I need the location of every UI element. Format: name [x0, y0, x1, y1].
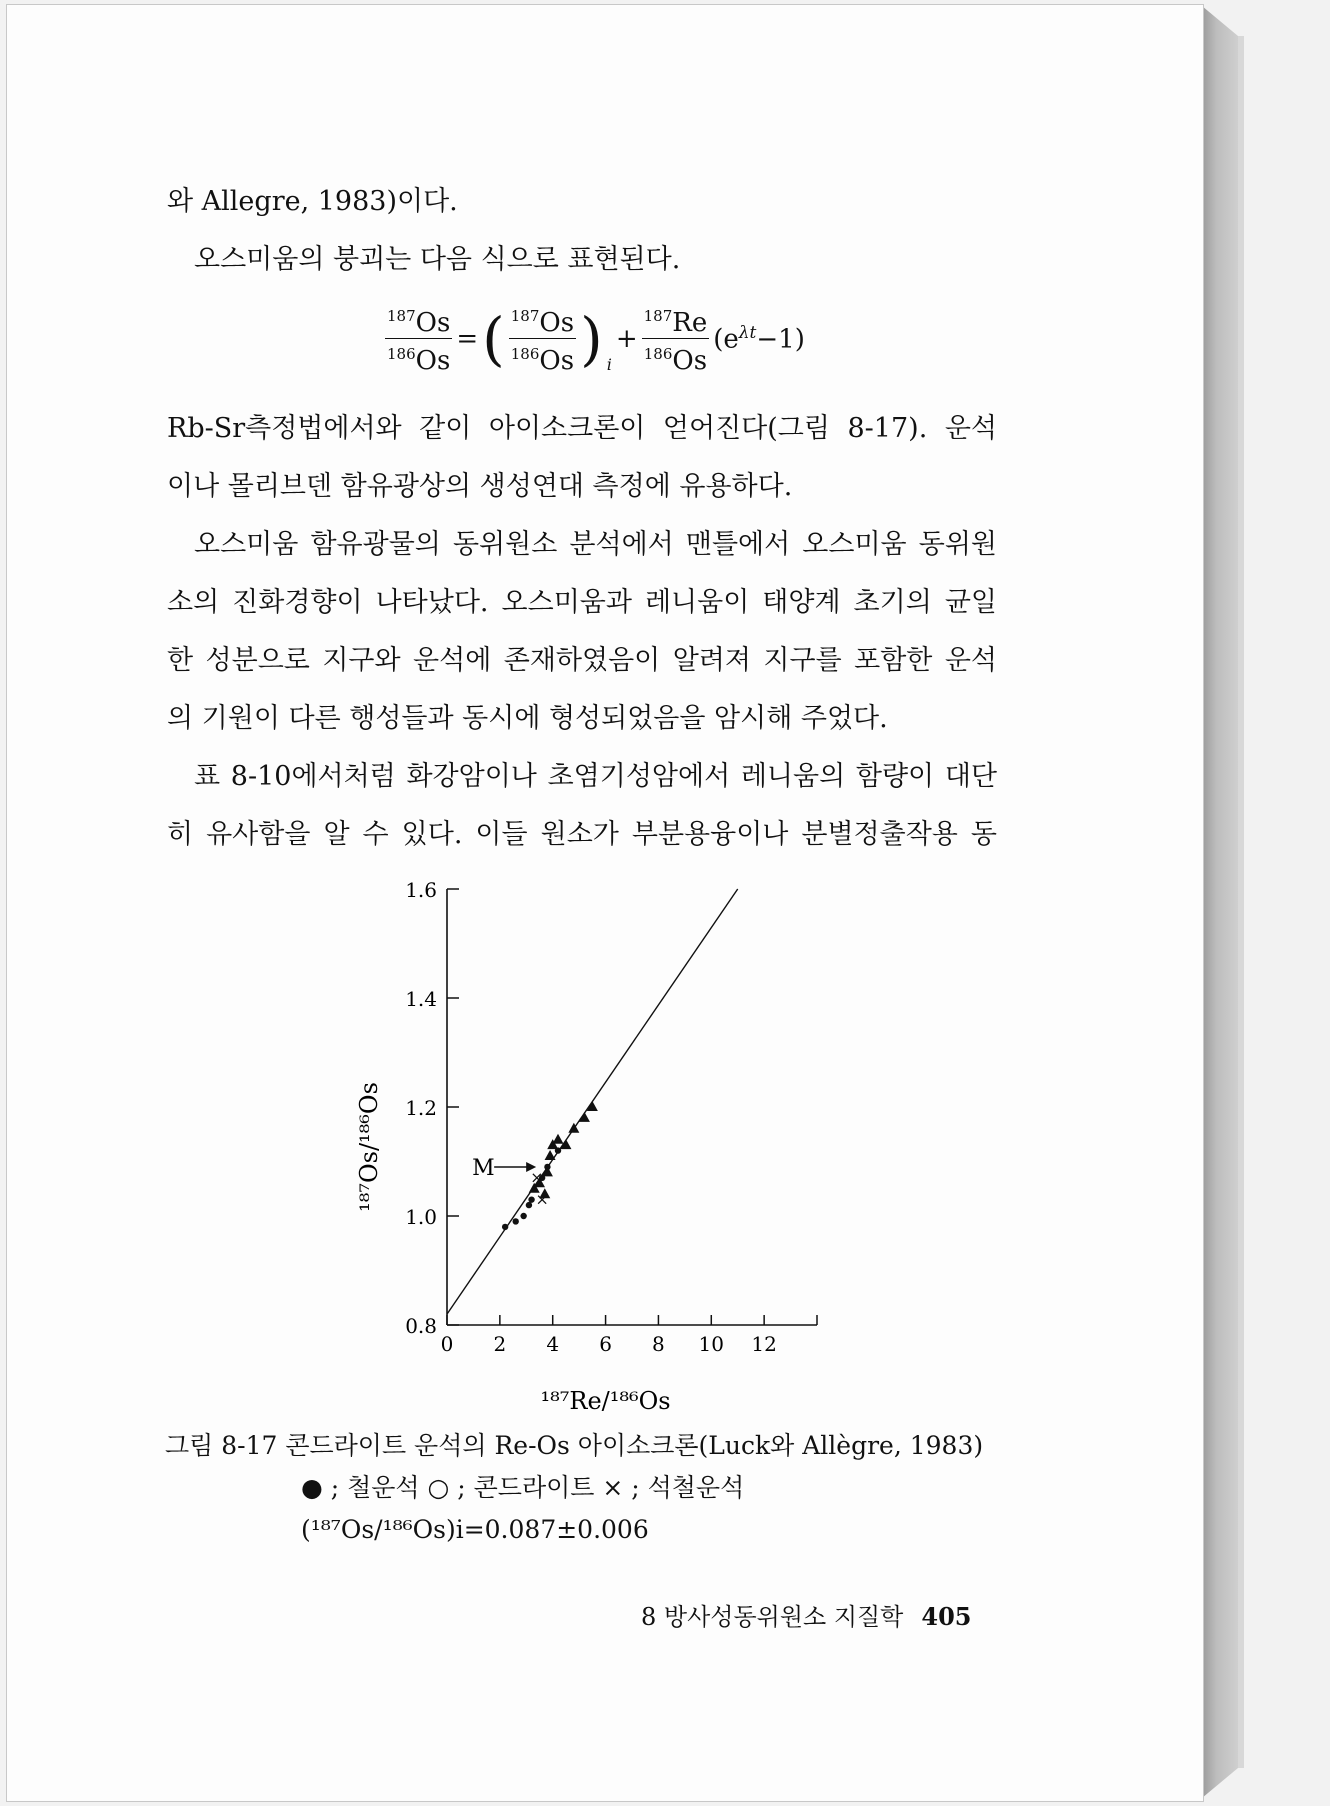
decay-equation	[385, 301, 805, 376]
page-footer	[641, 1597, 971, 1632]
text-line: 의 기원이 다른 행성들과 동시에 형성되었음을 암시해 주었다.	[167, 703, 888, 734]
data-point-triangle	[545, 1150, 556, 1160]
paren-close: )	[580, 304, 603, 373]
page-edge-inner	[1238, 36, 1244, 1768]
data-point-circle	[526, 1202, 532, 1208]
annotation-arrow-head	[526, 1162, 536, 1172]
data-point-circle	[502, 1224, 508, 1230]
figure-caption	[165, 1425, 983, 1551]
x-tick-label: 10	[698, 1332, 725, 1356]
main-paragraphs	[167, 400, 997, 864]
y-tick-label: 1.0	[405, 1205, 437, 1229]
exponential-term: $(e^{\lambda t}-1)$	[713, 322, 805, 355]
caption-legend: ● ; 철운석 ○ ; 콘드라이트 × ; 석철운석	[301, 1473, 745, 1502]
x-tick-label: 6	[599, 1332, 612, 1356]
page-number: 405	[921, 1602, 972, 1631]
y-axis-label: ¹⁸⁷Os/¹⁸⁶Os	[355, 1082, 383, 1212]
text-line: 한 성분으로 지구와 운석에 존재하였음이 알려져 지구를 포함한 운석	[167, 645, 997, 676]
y-tick-label: 1.4	[405, 987, 437, 1011]
text-line: 소의 진화경향이 나타났다. 오스미움과 레니움이 태양계 초기의 균일	[167, 587, 997, 618]
x-tick-label: 8	[652, 1332, 665, 1356]
text-line: 오스미움 함유광물의 동위원소 분석에서 맨틀에서 오스미움 동위원	[194, 529, 997, 560]
text-line: 와 Allegre, 1983)이다.	[167, 186, 458, 217]
y-tick-label: 0.8	[405, 1314, 437, 1338]
text-line: 히 유사함을 알 수 있다. 이들 원소가 부분용융이나 분별정출작용 동	[167, 819, 997, 850]
caption-initial-ratio: (¹⁸⁷Os/¹⁸⁶Os)i=0.087±0.006	[301, 1515, 649, 1544]
paren-open: (	[482, 304, 505, 373]
top-text	[167, 173, 997, 289]
text-line: 오스미움의 붕괴는 다음 식으로 표현된다.	[194, 244, 681, 275]
data-point-triangle	[560, 1139, 571, 1149]
x-axis-label: ¹⁸⁷Re/¹⁸⁶Os	[540, 1387, 671, 1415]
data-point-circle	[513, 1218, 519, 1224]
x-tick-label: 0	[440, 1332, 454, 1356]
equals-sign: =	[456, 323, 479, 354]
text-line: 표 8-10에서처럼 화강암이나 초염기성암에서 레니움의 함량이 대단	[194, 761, 997, 792]
subscript-i: i	[606, 355, 612, 374]
x-tick-label: 2	[493, 1332, 507, 1356]
data-point-triangle	[579, 1112, 590, 1122]
book-page	[6, 4, 1204, 1802]
x-tick-label: 4	[546, 1332, 560, 1356]
y-tick-label: 1.6	[405, 878, 437, 902]
x-tick-label: 12	[751, 1332, 777, 1356]
data-point-triangle	[553, 1134, 564, 1144]
data-point-triangle	[568, 1123, 579, 1133]
caption-title: 그림 8-17 콘드라이트 운석의 Re-Os 아이소크론(Luck와 Allègre, 1983)	[165, 1431, 984, 1460]
annotation-label: M	[472, 1155, 495, 1181]
initial-fraction: $\frac{^{187}Os}{^{186}Os}$	[509, 301, 576, 376]
data-point-triangle	[542, 1166, 553, 1176]
isochron-chart	[347, 865, 847, 1425]
data-point-circle	[528, 1196, 534, 1202]
text-line: 이나 몰리브덴 함유광상의 생성연대 측정에 유용하다.	[167, 471, 793, 502]
re-fraction: $\frac{^{187}Re}{^{186}Os}$	[642, 301, 710, 376]
text-line: Rb-Sr측정법에서와 같이 아이소크론이 얻어진다(그림 8-17). 운석	[167, 413, 997, 444]
page-edge-shadow	[1202, 6, 1238, 1798]
y-tick-label: 1.2	[405, 1096, 437, 1120]
lhs-fraction: $\frac{^{187}Os}{^{186}Os}$	[385, 301, 452, 376]
chapter-title: 8 방사성동위원소 지질학	[641, 1603, 904, 1631]
data-point-circle	[520, 1213, 526, 1219]
plus-sign: +	[615, 323, 638, 354]
